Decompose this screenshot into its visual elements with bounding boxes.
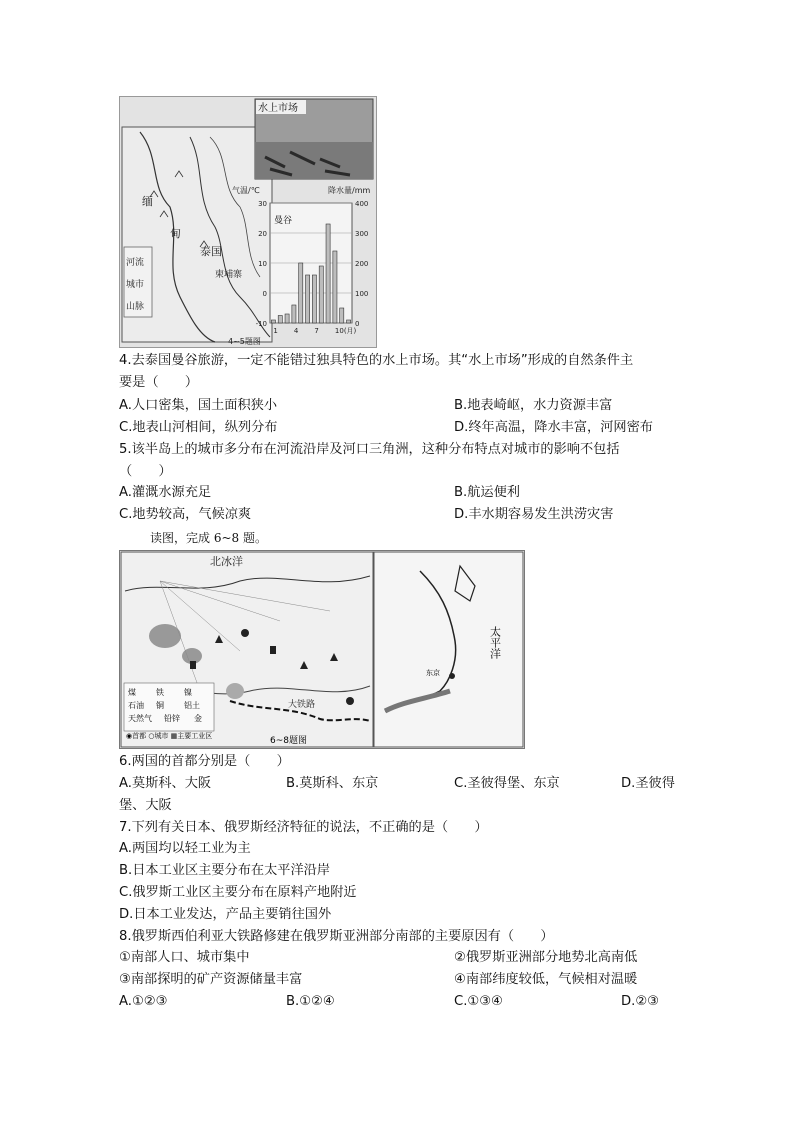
chart-bar-4 xyxy=(292,305,296,323)
q4-stem-line2: 要是（ ） xyxy=(119,375,199,390)
chart-precip-label: 降水量/mm xyxy=(328,186,371,195)
chart-temp-label: 气温/℃ xyxy=(232,186,260,195)
map-label-cambodia: 柬埔寨 xyxy=(215,270,243,280)
figure-4-5-caption: 4~5题图 xyxy=(228,337,261,346)
chart-bar-10 xyxy=(333,251,337,323)
chart-left-tick: 10 xyxy=(258,260,267,268)
legend-gas: 天然气 xyxy=(128,714,152,723)
q8-statement-2: ②俄罗斯亚洲部分地势北高南低 xyxy=(454,950,638,965)
legend-oil: 石油 xyxy=(128,701,144,710)
q6-option-d[interactable]: D.圣彼得 xyxy=(621,776,675,791)
q4-option-d[interactable]: D.终年高温，降水丰富，河网密布 xyxy=(454,420,653,435)
q5-option-a[interactable]: A.灌溉水源充足 xyxy=(119,485,212,500)
chart-city-label: 曼谷 xyxy=(274,216,293,226)
chart-right-tick: 100 xyxy=(355,290,369,298)
photo-title: 水上市场 xyxy=(258,103,298,114)
chart-left-tick: 20 xyxy=(258,230,267,238)
q5-stem-line1: 5.该半岛上的城市多分布在河流沿岸及河口三角洲，这种分布特点对城市的影响不包括 xyxy=(119,442,620,457)
legend-bottom: ◉首都 ○城市 ▦主要工业区 xyxy=(126,732,213,740)
legend-mountain: 山脉 xyxy=(126,302,145,312)
q8-option-d[interactable]: D.②③ xyxy=(621,994,659,1009)
q7-option-b[interactable]: B.日本工业区主要分布在太平洋沿岸 xyxy=(119,863,331,878)
chart-bar-7 xyxy=(312,275,316,323)
tokyo-label: 东京 xyxy=(426,669,440,677)
chart-right-tick: 0 xyxy=(355,320,360,328)
q6-option-c[interactable]: C.圣彼得堡、东京 xyxy=(454,776,560,791)
q7-stem: 7.下列有关日本、俄罗斯经济特征的说法，不正确的是（ ） xyxy=(119,820,488,835)
figure-4-5 xyxy=(119,96,377,348)
map-label-thailand: 泰国 xyxy=(200,245,222,258)
q5-option-b[interactable]: B.航运便利 xyxy=(454,485,520,500)
q8-statement-4: ④南部纬度较低，气候相对温暖 xyxy=(454,972,638,987)
chart-bar-12 xyxy=(347,320,351,323)
q7-option-d[interactable]: D.日本工业发达，产品主要销往国外 xyxy=(119,907,332,922)
q6-option-a[interactable]: A.莫斯科、大阪 xyxy=(119,776,212,791)
q8-statement-3: ③南部探明的矿产资源储量丰富 xyxy=(119,972,303,987)
q4-option-a[interactable]: A.人口密集，国土面积狭小 xyxy=(119,398,278,413)
chart-bar-9 xyxy=(326,224,330,323)
chart-x-tick: 10(月) xyxy=(334,327,357,335)
chart-bar-3 xyxy=(285,314,289,323)
chart-left-tick: 0 xyxy=(262,290,267,298)
chart-left-tick: -10 xyxy=(255,320,267,328)
railway-label: 大铁路 xyxy=(288,700,316,710)
chart-bar-8 xyxy=(319,266,323,323)
q8-stem: 8.俄罗斯西伯利亚大铁路修建在俄罗斯亚洲部分南部的主要原因有（ ） xyxy=(119,929,554,944)
q7-option-a[interactable]: A.两国均以轻工业为主 xyxy=(119,841,251,856)
legend-river: 河流 xyxy=(126,258,145,268)
chart-bar-2 xyxy=(278,316,282,324)
q5-stem-line2: （ ） xyxy=(119,464,172,479)
chart-x-tick: 7 xyxy=(314,327,319,335)
q4-stem-line1: 4.去泰国曼谷旅游，一定不能错过独具特色的水上市场。其“水上市场”形成的自然条件主 xyxy=(119,353,634,368)
chart-right-tick: 300 xyxy=(355,230,369,238)
q8-option-b[interactable]: B.①②④ xyxy=(286,994,335,1009)
q6-stem: 6.两国的首都分别是（ ） xyxy=(119,754,290,769)
legend-nickel: 镍 xyxy=(184,688,192,697)
legend-bauxite: 铝土 xyxy=(184,701,200,710)
legend-gold: 金 xyxy=(194,714,202,723)
climate-chart xyxy=(256,200,369,335)
q8-option-c[interactable]: C.①③④ xyxy=(454,994,503,1009)
figure-6-8 xyxy=(119,550,525,749)
figure-4-5-svg xyxy=(120,97,376,347)
legend-leadzinc: 铅锌 xyxy=(164,714,180,723)
pacific-label: 太平洋 xyxy=(488,626,502,659)
chart-left-tick: 30 xyxy=(258,200,267,208)
ocean-north-label: 北冰洋 xyxy=(210,555,243,568)
q8-option-a[interactable]: A.①②③ xyxy=(119,994,168,1009)
chart-bar-11 xyxy=(340,308,344,323)
q5-option-c[interactable]: C.地势较高，气候凉爽 xyxy=(119,507,252,522)
chart-x-tick: 4 xyxy=(293,327,299,335)
map-label-dian: 甸 xyxy=(170,227,181,240)
chart-right-tick: 200 xyxy=(355,260,369,268)
instruction-6-8: 读图，完成 6~8 题。 xyxy=(150,531,267,545)
q4-option-b[interactable]: B.地表崎岖，水力资源丰富 xyxy=(454,398,613,413)
chart-bar-5 xyxy=(299,263,303,323)
legend-coal: 煤 xyxy=(128,688,136,697)
q6-option-d-cont[interactable]: 堡、大阪 xyxy=(119,798,172,813)
q7-option-c[interactable]: C.俄罗斯工业区主要分布在原料产地附近 xyxy=(119,885,357,900)
map-label-mian: 缅 xyxy=(142,195,153,208)
chart-bar-1 xyxy=(271,320,275,323)
q5-option-d[interactable]: D.丰水期容易发生洪涝灾害 xyxy=(454,507,614,522)
legend-city: 城市 xyxy=(126,280,145,290)
chart-bar-6 xyxy=(306,275,310,323)
q8-statement-1: ①南部人口、城市集中 xyxy=(119,950,250,965)
q6-option-b[interactable]: B.莫斯科、东京 xyxy=(286,776,379,791)
figure-6-8-caption: 6~8题图 xyxy=(270,736,307,746)
legend-copper: 铜 xyxy=(156,701,164,710)
legend-iron: 铁 xyxy=(156,688,164,697)
chart-right-tick: 400 xyxy=(355,200,369,208)
q4-option-c[interactable]: C.地表山河相间，纵列分布 xyxy=(119,420,278,435)
chart-x-tick: 1 xyxy=(273,327,278,335)
figure-6-8-svg xyxy=(120,551,524,748)
